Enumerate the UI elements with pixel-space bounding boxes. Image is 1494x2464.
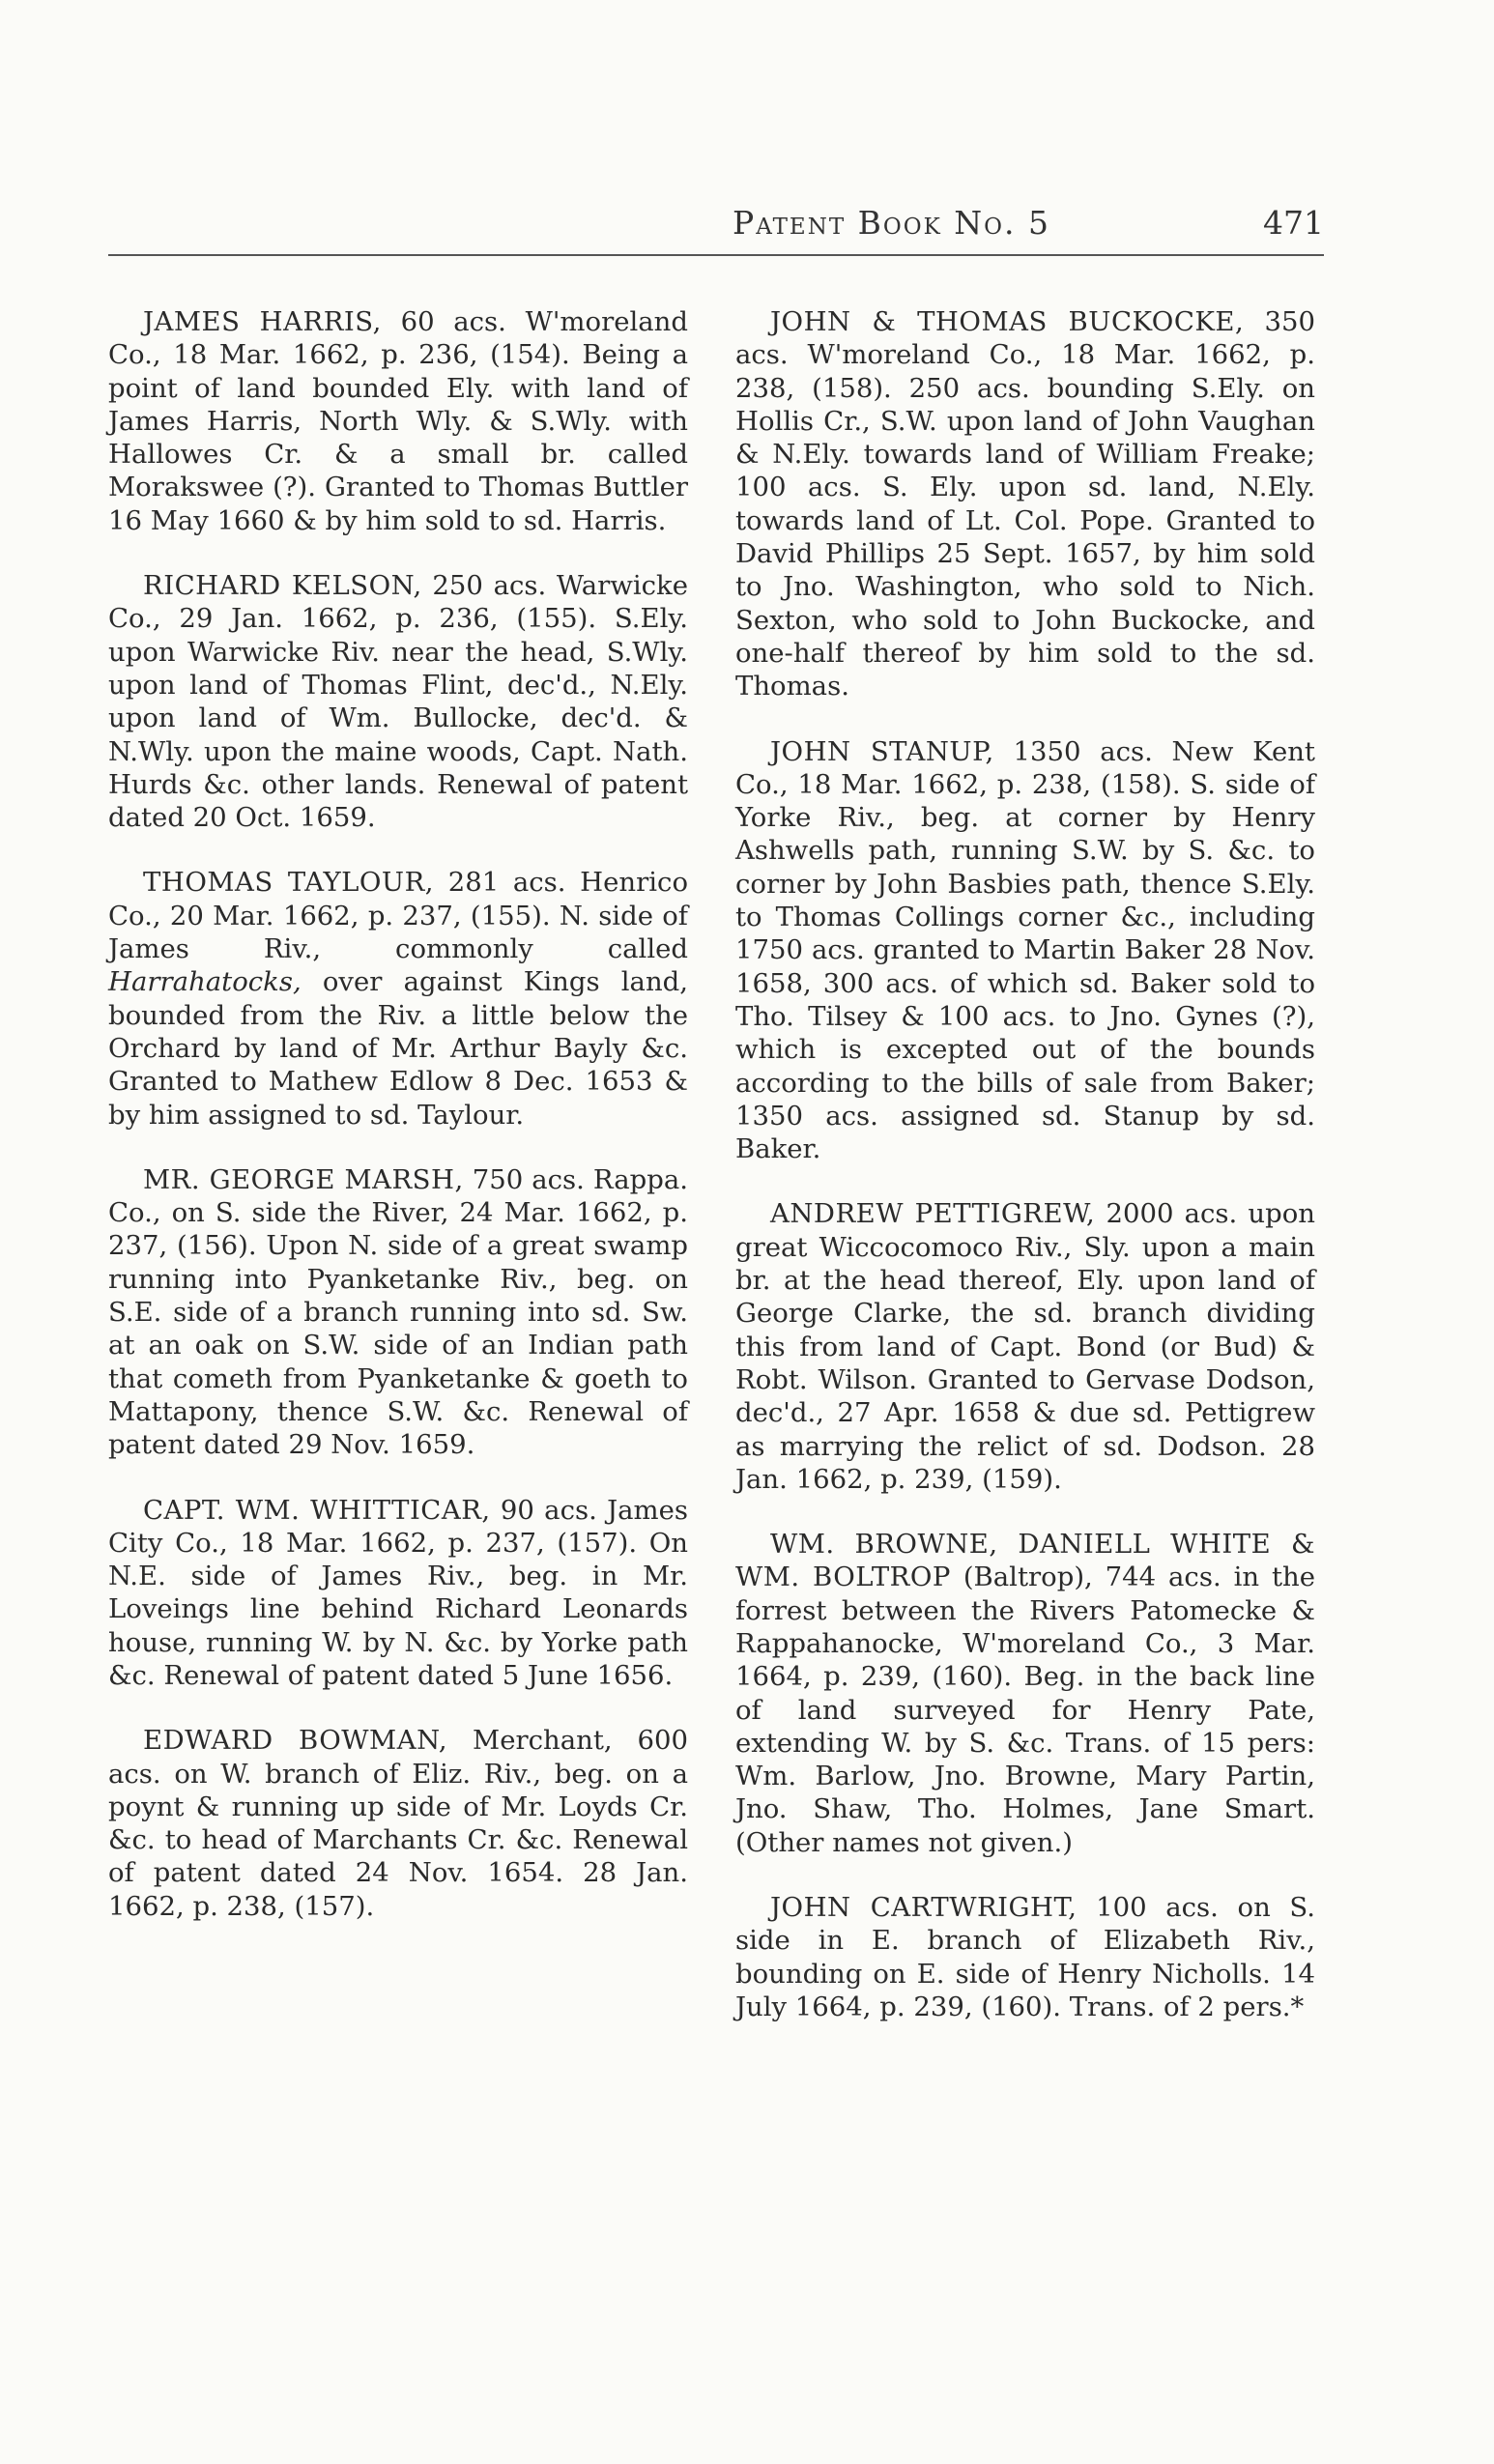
grantee-name: MR. GEORGE MARSH, (143, 1163, 464, 1195)
entry-text: 2000 acs. upon great Wiccocomoco Riv., Sly. upon a main br. at the head thereof, Ely. upon land of George Clarke, the sd. branch dividing this from land of Capt. Bond (or Bud) & Robt. Wilson. Granted to Gervase Dodson, dec'd., 27 Apr. 1658 & due sd. Pettigrew as marrying the relict of sd. Dodson. 28 Jan. 1662, p. 239, (159). (735, 1198, 1316, 1495)
patent-entry (735, 1197, 1315, 1496)
patent-entry (108, 866, 688, 1131)
patent-entry (735, 1891, 1315, 2023)
grantee-name: JOHN STANUP, (770, 735, 994, 767)
grantee-name: RICHARD KELSON, (143, 570, 422, 602)
patent-entry (735, 305, 1315, 703)
patent-entry (108, 1494, 688, 1693)
entry-text: 281 acs. Henrico Co., 20 Mar. 1662, p. 237, (155). N. side of James Riv., commonly called (108, 867, 688, 965)
grantee-name: THOMAS TAYLOUR, (143, 867, 435, 899)
grantee-name: WM. BROWNE, DANIELL WHITE & WM. BOLTROP (735, 1529, 1315, 1593)
grantee-name: ANDREW PETTIGREW, (770, 1198, 1096, 1230)
grantee-name: JOHN & THOMAS BUCKOCKE, (770, 306, 1245, 337)
entry-text: 90 acs. James City Co., 18 Mar. 1662, p. 237, (157). On N.E. side of James Riv., beg. in Mr. Loveings line behind Richard Leonards house, running W. by N. &c. by Yorke path &c. Renewal of patent dated 5 June 1656. (108, 1494, 688, 1691)
patent-entry (108, 305, 688, 537)
right-column (735, 305, 1315, 2055)
entry-text: 350 acs. W'moreland Co., 18 Mar. 1662, p. 238, (158). 250 acs. bounding S.Ely. on Hollis Cr., S.W. upon land of John Vaughan & N.Ely. towards land of William Freake; 100 acs. S. Ely. upon sd. land, N.Ely. towards land of Lt. Col. Pope. Granted to David Phillips 25 Sept. 1657, by him sold to Jno. Washington, who sold to Nich. Sexton, who sold to John Buckocke, and one-half thereof by him sold to the sd. Thomas. (735, 306, 1315, 702)
entry-text-continued: over against Kings land, bounded from the Riv. a little below the Orchard by land of Mr. Arthur Bayly &c. Granted to Mathew Edlow 8 Dec. 1653 & by him assigned to sd. Taylour. (108, 966, 688, 1131)
grantee-name: EDWARD BOWMAN, (143, 1725, 448, 1757)
patent-entry (108, 1163, 688, 1462)
entry-text: 1350 acs. New Kent Co., 18 Mar. 1662, p. 238, (158). S. side of Yorke Riv., beg. at corner by Henry Ashwells path, running S.W. by S. &c. to corner by John Basbies path, thence S.Ely. to Thomas Collings corner &c., including 1750 acs. granted to Martin Baker 28 Nov. 1658, 300 acs. of which sd. Baker sold to Tho. Tilsey & 100 acs. to Jno. Gynes (?), which is excepted out of the bounds according to the bills of sale from Baker; 1350 acs. assigned sd. Stanup by sd. Baker. (735, 735, 1315, 1165)
entry-text: 250 acs. Warwicke Co., 29 Jan. 1662, p. 236, (155). S.Ely. upon Warwicke Riv. near the head, S.Wly. upon land of Thomas Flint, dec'd., N.Ely. upon land of Wm. Bullocke, dec'd. & N.Wly. upon the maine woods, Capt. Nath. Hurds &c. other lands. Renewal of patent dated 20 Oct. 1659. (108, 570, 688, 834)
page-number: 471 (1263, 204, 1324, 242)
patent-entry (735, 1528, 1315, 1859)
patent-entry (735, 735, 1315, 1166)
grantee-name: JOHN CARTWRIGHT, (770, 1892, 1077, 1924)
grantee-name: CAPT. WM. WHITTICAR, (143, 1494, 491, 1526)
entry-text: 100 acs. on S. side in E. branch of Elizabeth Riv., bounding on E. side of Henry Nicholls. 14 July 1664, p. 239, (160). Trans. of 2 pers.* (735, 1892, 1316, 2022)
place-name-italic: Harrahatocks, (108, 966, 302, 998)
left-column (108, 305, 688, 1955)
grantee-name: JAMES HARRIS, (143, 306, 382, 337)
patent-entry (108, 569, 688, 834)
running-header (108, 200, 1324, 256)
entry-text: Merchant, 600 acs. on W. branch of Eliz. Riv., beg. on a poynt & running up side of Mr. Loyds Cr. &c. to head of Marchants Cr. &c. Renewal of patent dated 24 Nov. 1654. 28 Jan. 1662, p. 238, (157). (108, 1725, 689, 1922)
entry-text: (Baltrop), 744 acs. in the forrest between the Rivers Patomecke & Rappahanocke, W'moreland Co., 3 Mar. 1664, p. 239, (160). Beg. in the back line of land surveyed for Henry Pate, extending W. by S. &c. Trans. of 15 pers: Wm. Barlow, Jno. Browne, Mary Partin, Jno. Shaw, Tho. Holmes, Jane Smart. (Other names not given.) (735, 1561, 1315, 1858)
running-title: Patent Book No. 5 (733, 204, 1050, 242)
entry-text: 750 acs. Rappa. Co., on S. side the River, 24 Mar. 1662, p. 237, (156). Upon N. side of a great swamp running into Pyanketanke Riv., beg. on S.E. side of a branch running into sd. Sw. at an oak on S.W. side of an Indian path that cometh from Pyanketanke & goeth to Mattapony, thence S.W. &c. Renewal of patent dated 29 Nov. 1659. (108, 1163, 688, 1461)
patent-entry (108, 1724, 688, 1923)
entry-text: 60 acs. W'moreland Co., 18 Mar. 1662, p. 236, (154). Being a point of land bounded Ely. with land of James Harris, North Wly. & S.Wly. with Hallowes Cr. & a small br. called Morakswee (?). Granted to Thomas Buttler 16 May 1660 & by him sold to sd. Harris. (108, 306, 688, 536)
